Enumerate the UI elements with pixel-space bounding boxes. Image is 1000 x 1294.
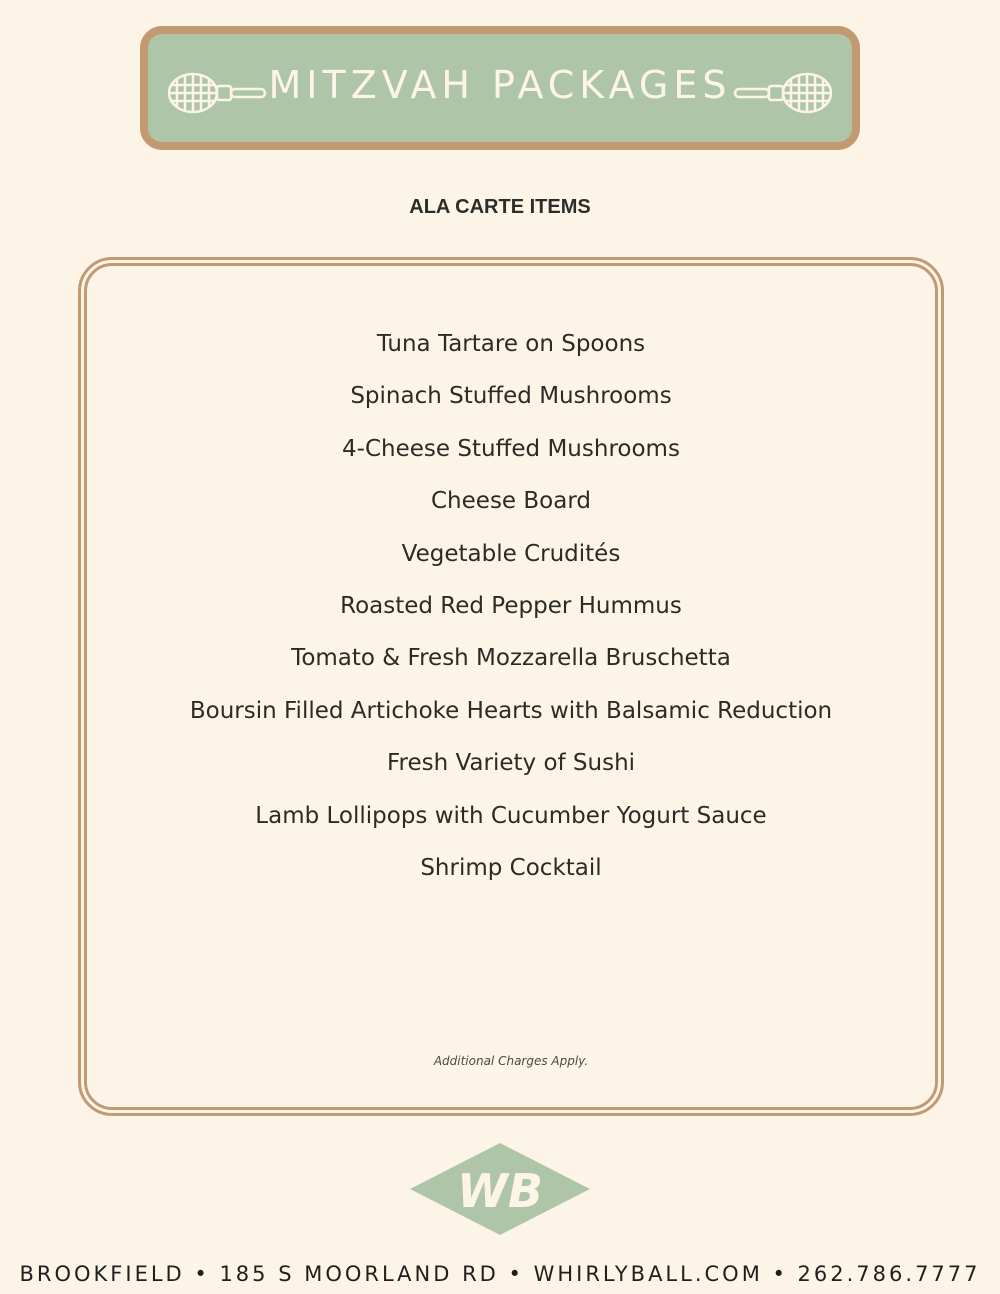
list-item: Spinach Stuffed Mushrooms (350, 383, 672, 410)
menu-list (84, 326, 938, 902)
list-item: Cheese Board (431, 488, 591, 515)
header-banner (140, 26, 860, 150)
list-item: Vegetable Crudités (401, 540, 621, 567)
wb-logo-icon (408, 1141, 592, 1237)
footer-contact: BROOKFIELD • 185 S MOORLAND RD • WHIRLYBALL.COM • 262.786.7777 (19, 1262, 981, 1286)
list-item: Fresh Variety of Sushi (386, 750, 636, 777)
charges-note: Additional Charges Apply. (433, 1054, 589, 1068)
racket-icon (732, 68, 832, 118)
list-item: Lamb Lollipops with Cucumber Yogurt Sauce (255, 802, 767, 829)
list-item: Tuna Tartare on Spoons (376, 331, 646, 357)
list-item: Shrimp Cocktail (420, 854, 602, 881)
section-heading: ALA CARTE ITEMS (409, 196, 591, 218)
list-item: Roasted Red Pepper Hummus (340, 592, 682, 619)
banner-title: MITZVAH PACKAGES (268, 63, 732, 107)
list-item: 4-Cheese Stuffed Mushrooms (342, 435, 680, 462)
list-item: Tomato & Fresh Mozzarella Bruschetta (291, 645, 731, 672)
logo-text: WB (457, 1164, 543, 1218)
list-item: Boursin Filled Artichoke Hearts with Balsamic Reduction (189, 697, 833, 724)
